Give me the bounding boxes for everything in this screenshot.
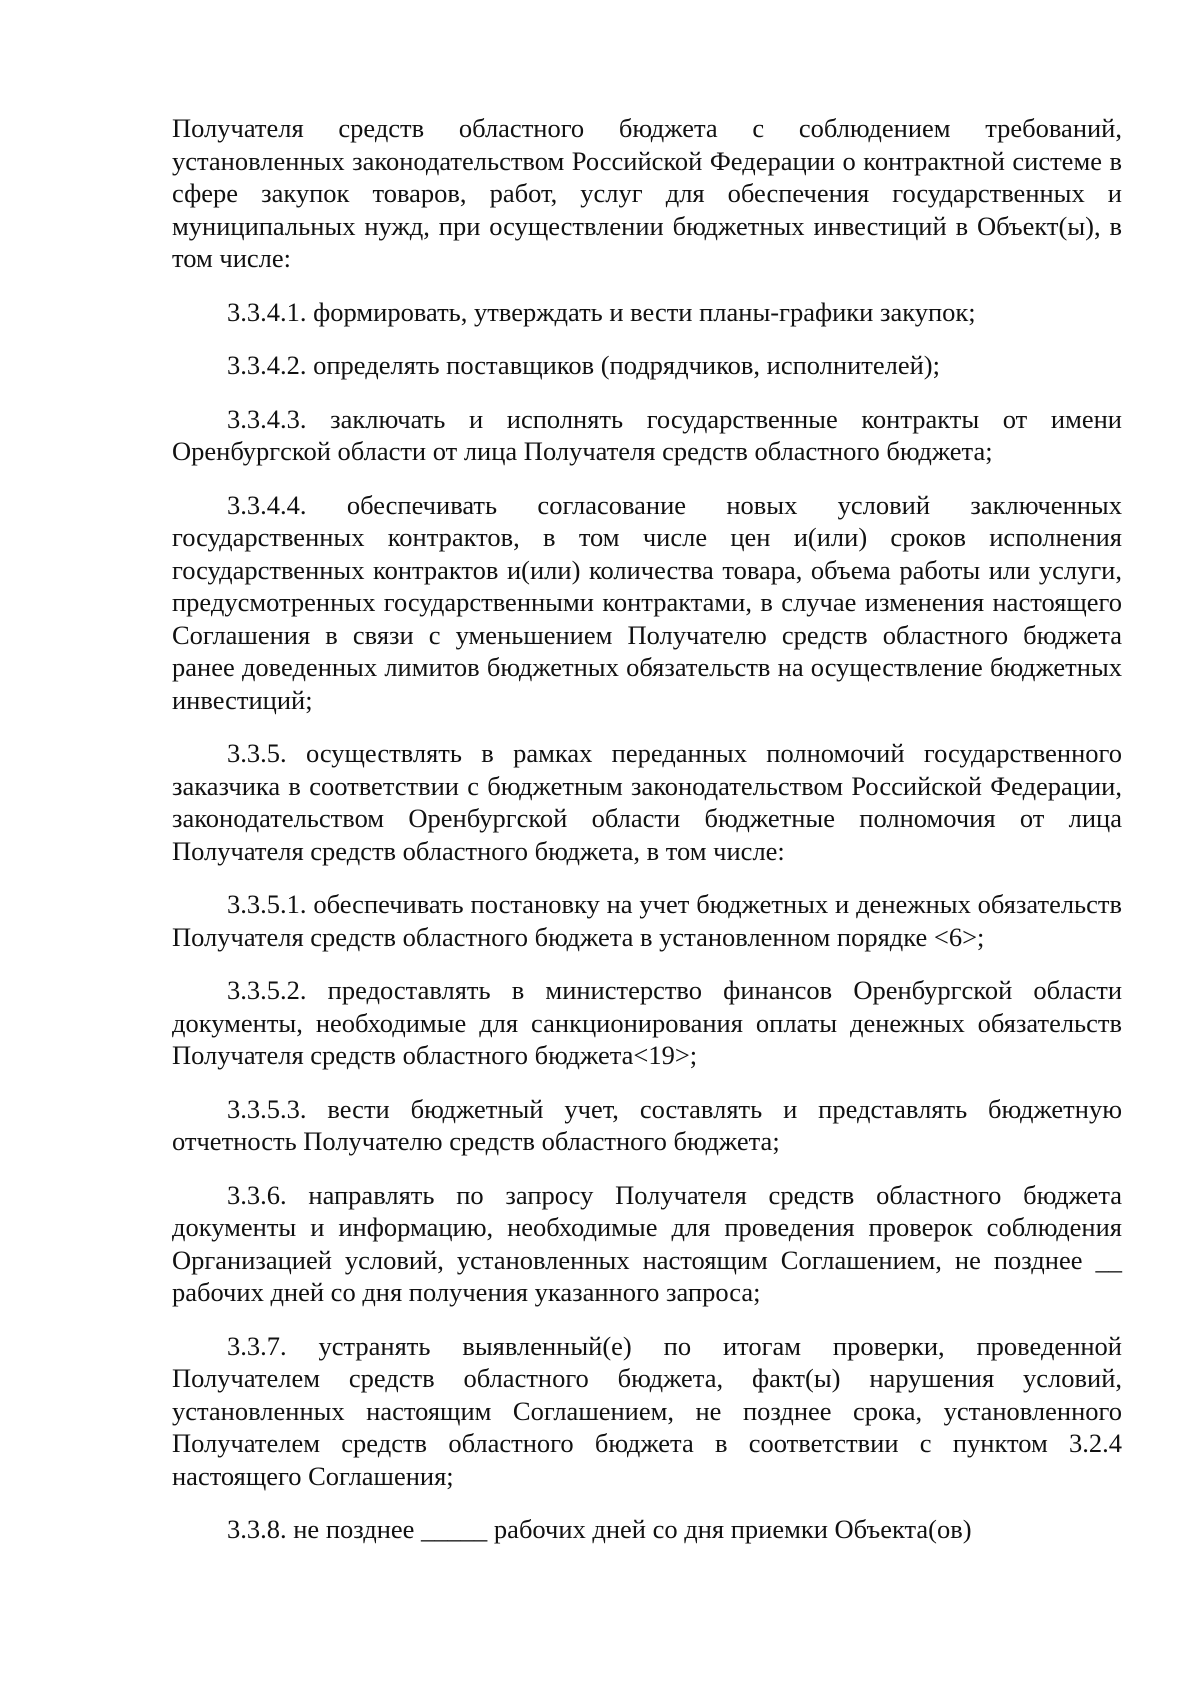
paragraph-3-3-6: 3.3.6. направлять по запросу Получателя средств областного бюджета документы и информацию, необходимые для проведения проверок соблюдения Организацией условий, установленных настоящим Соглашением, не позднее __ рабочих дней со дня получения указанного запроса; xyxy=(172,1179,1122,1307)
paragraph-3-3-5-2: 3.3.5.2. предоставлять в министерство финансов Оренбургской области документы, необходимые для санкционирования оплаты денежных обязательств Получателя средств областного бюджета<19>; xyxy=(172,975,1122,1070)
paragraph-3-3-5-3: 3.3.5.3. вести бюджетный учет, составлять и представлять бюджетную отчетность Получателю средств областного бюджета; xyxy=(172,1093,1122,1156)
paragraph-3-3-5: 3.3.5. осуществлять в рамках переданных полномочий государственного заказчика в соответствии с бюджетным законодательством Российской Федерации, законодательством Оренбургской области бюджетные полномочия от лица Получателя средств областного бюджета, в том числе: xyxy=(172,738,1122,866)
paragraph-3-3-4-3: 3.3.4.3. заключать и исполнять государственные контракты от имени Оренбургской области от лица Получателя средств областного бюджета; xyxy=(172,403,1122,466)
paragraph-3-3-4-2: 3.3.4.2. определять поставщиков (подрядчиков, исполнителей); xyxy=(227,350,940,380)
paragraph-3-3-4-4: 3.3.4.4. обеспечивать согласование новых условий заключенных государственных контрактов, в том числе цен и(или) сроков исполнения государственных контрактов и(или) количества товара, объема работы или услуги, предусмотренных государственными контрактами, в случае изменения настоящего Соглашения в связи с уменьшением Получателю средств областного бюджета ранее доведенных лимитов бюджетных обязательств на осуществление бюджетных инвестиций; xyxy=(172,489,1122,715)
document-body xyxy=(172,112,1122,1567)
paragraph-continuation: Получателя средств областного бюджета с соблюдением требований, установленных законодательством Российской Федерации о контрактной системе в сфере закупок товаров, работ, услуг для обеспечения государственных и муниципальных нужд, при осуществлении бюджетных инвестиций в Объект(ы), в том числе: xyxy=(172,113,1122,273)
paragraph-3-3-4-1: 3.3.4.1. формировать, утверждать и вести планы-графики закупок; xyxy=(227,296,976,327)
paragraph-3-3-7: 3.3.7. устранять выявленный(е) по итогам проверки, проведенной Получателем средств областного бюджета, факт(ы) нарушения условий, установленных настоящим Соглашением, не позднее срока, установленного Получателем средств областного бюджета в соответствии с пунктом 3.2.4 настоящего Соглашения; xyxy=(172,1330,1122,1491)
paragraph-3-3-5-1: 3.3.5.1. обеспечивать постановку на учет бюджетных и денежных обязательств Получателя средств областного бюджета в установленном порядке <6>; xyxy=(172,889,1122,952)
paragraph-3-3-8: 3.3.8. не позднее _____ рабочих дней со дня приемки Объекта(ов) xyxy=(227,1514,972,1544)
